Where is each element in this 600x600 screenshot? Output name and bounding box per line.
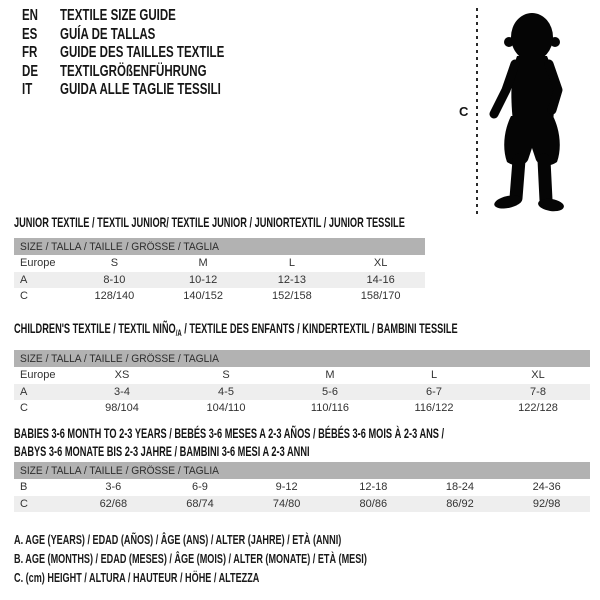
row-label: A — [14, 272, 70, 289]
size-cell: 98/104 — [105, 402, 139, 415]
size-cell: M — [198, 257, 208, 270]
language-code: FR — [22, 44, 38, 61]
size-cell: L — [288, 257, 295, 270]
row-label: B — [20, 481, 28, 494]
babies-title-line-1: BABIES 3-6 MONTH TO 2-3 YEARS / BEBÉS 3-6 MESES A 2-3 AÑOS / BÉBÉS 3-6 MOIS À 2-3 ANS / — [14, 425, 445, 441]
row-label: A — [14, 384, 70, 401]
language-code: DE — [22, 62, 39, 80]
size-cell: 128/140 — [94, 290, 135, 303]
size-cell: 86/92 — [417, 496, 504, 513]
size-header-bar: SIZE / TALLA / TAILLE / GRÖSSE / TAGLIA — [14, 238, 425, 255]
table-row — [14, 288, 425, 305]
size-cell: 8-10 — [70, 272, 159, 289]
size-cell: 122/128 — [518, 402, 558, 415]
size-cell: 9-12 — [275, 481, 298, 494]
size-cell: S — [110, 257, 119, 270]
table-row — [14, 272, 425, 289]
size-cell: XS — [114, 369, 130, 382]
table-row — [14, 255, 425, 272]
language-code: EN — [22, 7, 39, 24]
size-cell: 74/80 — [243, 496, 330, 513]
language-row — [22, 44, 288, 63]
size-cell: 3-6 — [105, 481, 122, 494]
size-cell: XL — [531, 369, 545, 382]
row-label: C — [20, 402, 28, 415]
language-code: ES — [22, 25, 38, 43]
language-label: TEXTILGRÖßENFÜHRUNG — [60, 62, 207, 80]
size-cell: 18-24 — [445, 481, 475, 494]
size-cell: 4-5 — [174, 384, 278, 401]
babies-section-title — [14, 425, 600, 460]
language-row — [22, 26, 288, 45]
size-cell: 116/122 — [414, 402, 454, 415]
size-cell: 6-9 — [192, 481, 208, 494]
note-line-a: A. AGE (YEARS) / EDAD (AÑOS) / ÂGE (ANS) / ALTER (JAHRE) / ETÀ (ANNI) — [14, 532, 342, 547]
language-row — [22, 63, 288, 82]
size-cell: 10-12 — [159, 272, 248, 289]
size-cell: 62/68 — [70, 496, 157, 513]
size-header-bar: SIZE / TALLA / TAILLE / GRÖSSE / TAGLIA — [14, 462, 590, 479]
table-row — [14, 367, 590, 384]
size-cell: 104/110 — [206, 402, 246, 415]
size-cell: S — [222, 369, 230, 382]
row-label: Europe — [20, 369, 56, 382]
size-cell: L — [430, 369, 438, 382]
children-size-table — [14, 350, 590, 417]
language-row — [22, 7, 288, 26]
table-header-row — [14, 462, 590, 479]
size-cell: M — [325, 369, 335, 382]
size-cell: 152/158 — [271, 290, 312, 303]
table-row — [14, 496, 590, 513]
size-cell: 3-4 — [70, 384, 174, 401]
nino-a-subscript: /A — [175, 328, 182, 338]
table-header-row — [14, 350, 590, 367]
size-cell: 110/116 — [310, 402, 350, 415]
language-label: GUÍA DE TALLAS — [60, 25, 156, 43]
language-label: GUIDA ALLE TAGLIE TESSILI — [60, 81, 221, 98]
legend-notes — [14, 531, 518, 587]
size-cell: 7-8 — [486, 384, 590, 401]
junior-section-title: JUNIOR TEXTILE / TEXTIL JUNIOR/ TEXTILE JUNIOR / JUNIORTEXTIL / JUNIOR TESSILE — [14, 214, 405, 230]
size-cell: 6-7 — [382, 384, 486, 401]
junior-size-table — [14, 238, 425, 305]
note-line-b: B. AGE (MONTHS) / EDAD (MESES) / ÂGE (MOIS) / ALTER (MONATE) / ETÀ (MESI) — [14, 550, 367, 566]
baby-silhouette-icon — [482, 10, 577, 212]
size-cell: 14-16 — [336, 272, 425, 289]
table-header-row — [14, 238, 425, 255]
table-row — [14, 400, 590, 417]
language-label: GUIDE DES TAILLES TEXTILE — [60, 44, 225, 61]
row-label: C — [14, 496, 70, 513]
babies-title-line-2: BABYS 3-6 MONATE BIS 2-3 JAHRE / BAMBINI 3-6 MESI A 2-3 ANNI — [14, 442, 310, 459]
size-cell: 158/170 — [360, 290, 401, 303]
children-section-title: CHILDREN'S TEXTILE / TEXTIL $NIÑO_{/A}$ / TEXTILE DES ENFANTS / KINDERTEXTIL / BAMBINI TESSILE — [14, 320, 458, 338]
row-label: C — [20, 290, 28, 303]
language-code: IT — [22, 81, 33, 98]
babies-size-table — [14, 462, 590, 512]
language-label: TEXTILE SIZE GUIDE — [60, 7, 176, 24]
size-cell: 140/152 — [183, 290, 223, 303]
size-cell: 12-18 — [359, 481, 388, 494]
size-cell: 24-36 — [532, 481, 561, 494]
height-marker-label: C — [459, 104, 469, 119]
size-cell: 92/98 — [503, 496, 590, 513]
size-cell: 80/86 — [330, 496, 417, 513]
table-row — [14, 384, 590, 401]
language-list — [22, 7, 288, 100]
note-line-c: C. (cm) HEIGHT / ALTURA / HAUTEUR / HÖHE / ALTEZZA — [14, 569, 260, 585]
size-cell: 68/74 — [157, 496, 244, 513]
language-row — [22, 81, 288, 100]
size-cell: 12-13 — [248, 272, 337, 289]
row-label: Europe — [20, 257, 56, 270]
table-row — [14, 479, 590, 496]
height-dotted-line — [476, 8, 478, 218]
size-cell: 5-6 — [278, 384, 382, 401]
size-header-bar: SIZE / TALLA / TAILLE / GRÖSSE / TAGLIA — [14, 350, 590, 367]
size-cell: XL — [373, 257, 388, 270]
